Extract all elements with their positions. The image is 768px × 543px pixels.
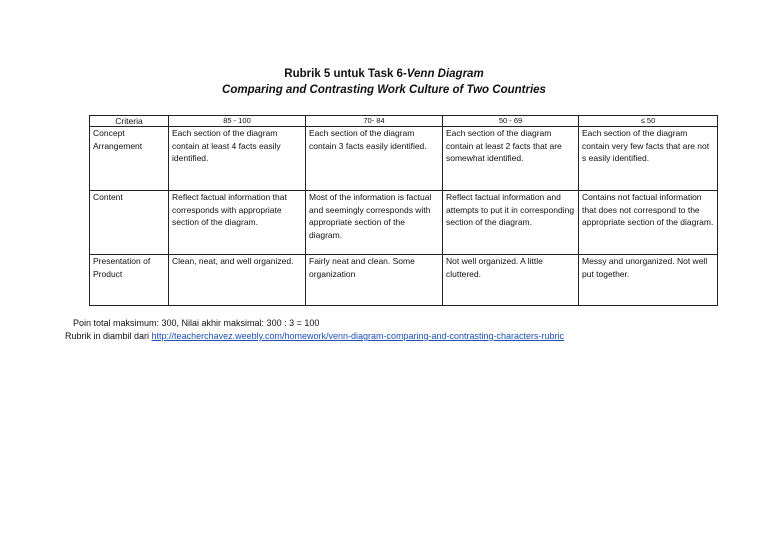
table-cell: Each section of the diagram contain at least 2 facts that are somewhat identified.: [443, 127, 579, 191]
header-criteria: Criteria: [90, 116, 169, 127]
source-note: [65, 331, 564, 341]
rubric-table: [89, 115, 718, 306]
source-link[interactable]: http://teacherchavez.weebly.com/homework/venn-diagram-comparing-and-contrasting-characters-rubric: [151, 331, 565, 341]
header-score-50-69: 50 - 69: [443, 116, 579, 127]
criteria-cell: Concept Arrangement: [90, 127, 169, 191]
table-cell: Not well organized. A little cluttered.: [443, 255, 579, 306]
points-note: Poin total maksimum: 300, Nilai akhir maksimal: 300 : 3 = 100: [73, 318, 320, 328]
table-row: [90, 127, 718, 191]
table-cell: Clean, neat, and well organized.: [169, 255, 306, 306]
table-cell: Most of the information is factual and seemingly corresponds with appropriate section of the diagram.: [306, 191, 443, 255]
table-cell: Fairly neat and clean. Some organization: [306, 255, 443, 306]
table-cell: Messy and unorganized. Not well put together.: [579, 255, 718, 306]
criteria-cell: Content: [90, 191, 169, 255]
table-row: [90, 255, 718, 306]
table-cell: Each section of the diagram contain very few facts that are not s easily identified.: [579, 127, 718, 191]
source-prefix: Rubrik in diambil dari: [65, 331, 152, 341]
table-cell: Each section of the diagram contain at least 4 facts easily identified.: [169, 127, 306, 191]
header-row: [90, 116, 718, 127]
criteria-cell: Presentation of Product: [90, 255, 169, 306]
table-row: [90, 191, 718, 255]
table-cell: Contains not factual information that does not correspond to the appropriate section of the diagram.: [579, 191, 718, 255]
header-score-85-100: 85 - 100: [169, 116, 306, 127]
header-score-70-84: 70- 84: [306, 116, 443, 127]
document-subtitle: Comparing and Contrasting Work Culture of Two Countries: [222, 84, 546, 96]
table-cell: Reflect factual information and attempts to put it in corresponding section of the diagram.: [443, 191, 579, 255]
table-cell: Each section of the diagram contain 3 facts easily identified.: [306, 127, 443, 191]
header-score-below-50: ≤ 50: [579, 116, 718, 127]
table-cell: Reflect factual information that corresponds with appropriate section of the diagram.: [169, 191, 306, 255]
document-title: [0, 68, 768, 80]
title-prefix: Rubrik 5 untuk Task 6-: [284, 68, 407, 80]
title-italic: Venn Diagram: [406, 68, 484, 80]
